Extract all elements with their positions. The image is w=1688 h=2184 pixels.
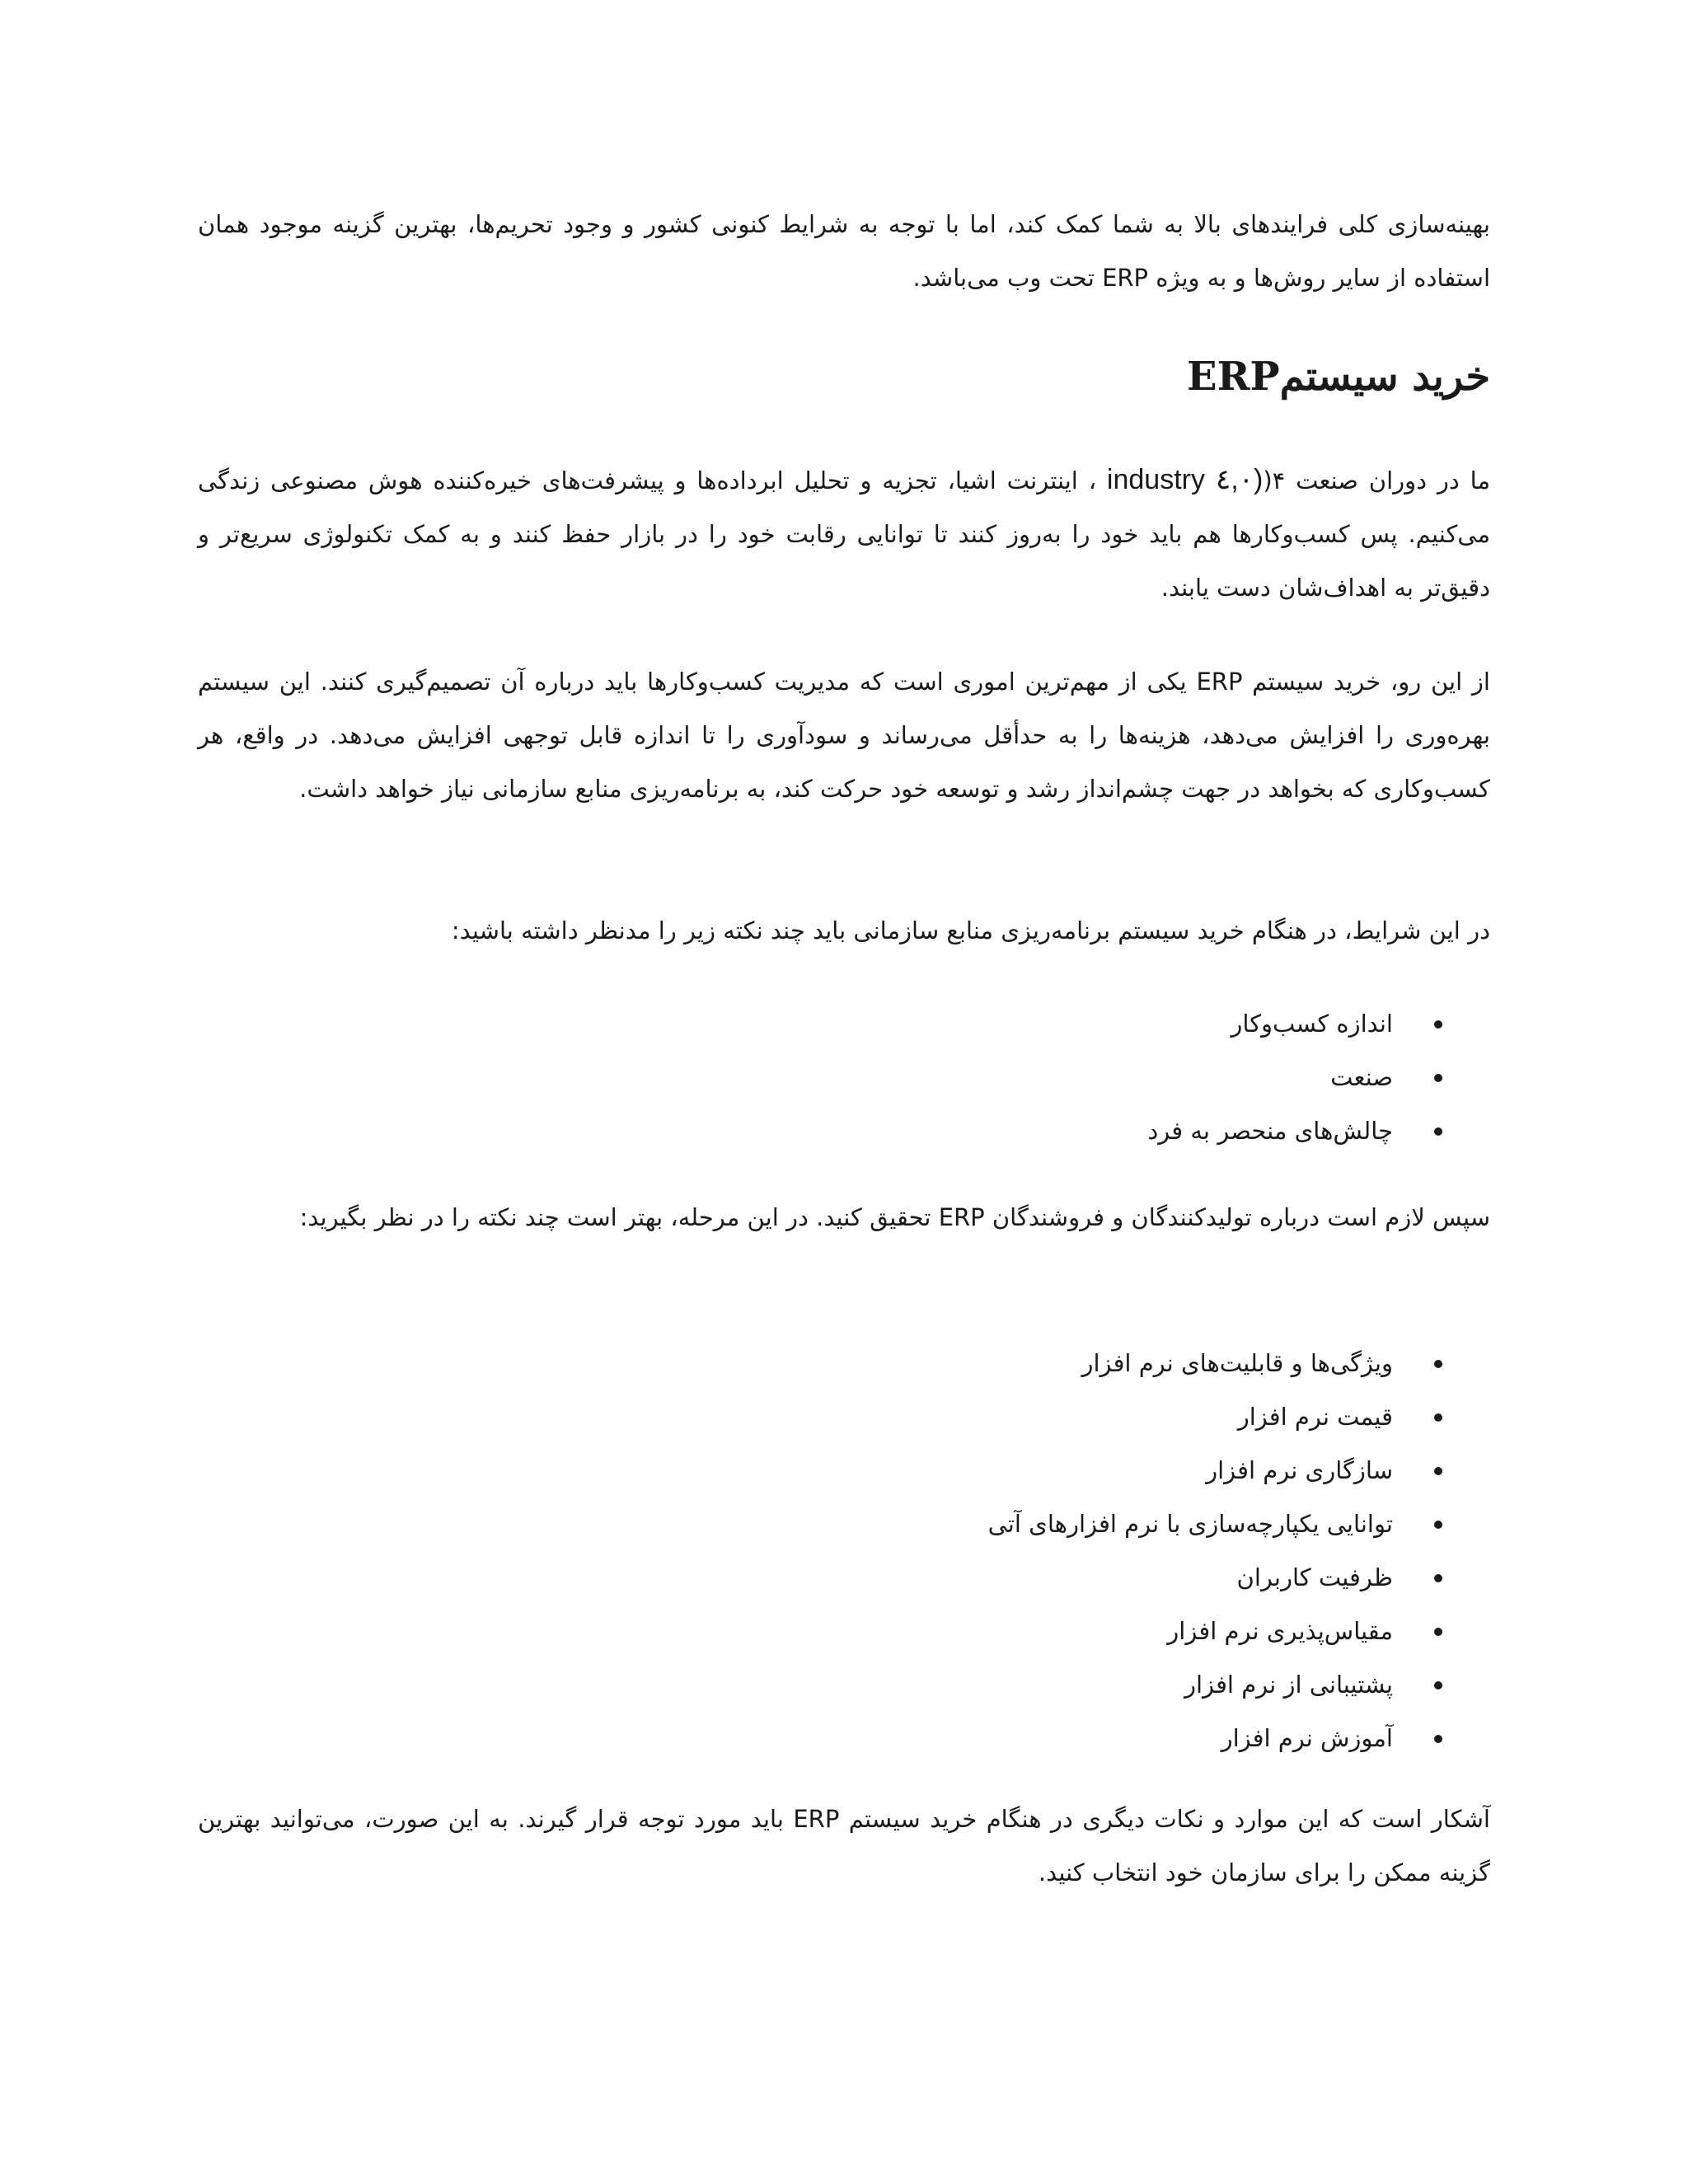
list-item: صنعت bbox=[198, 1051, 1490, 1104]
paragraph-conclusion: آشکار است که این موارد و نکات دیگری در هنگام خرید سیستم ERP باید مورد توجه قرار گیرند. به این صورت، می‌توانید بهترین گزینه ممکن را برای سازمان خود انتخاب کنید. bbox=[198, 1805, 1490, 1886]
paragraph-era-rest: ، اینترنت اشیا، تجزیه و تحلیل ابرداده‌ها و پیشرفت‌های خیره‌کننده هوش مصنوعی زندگی می‌کنیم. پس کسب‌وکارها هم باید خود را به‌روز کنند تا توانایی رقابت خود را در بازار حفظ کنند و به کمک تکنولوژی سریع‌تر و دقیق‌تر به اهداف‌شان دست یابند. bbox=[198, 466, 1490, 602]
bullet-icon bbox=[1434, 1413, 1442, 1422]
list-item: سازگاری نرم افزار bbox=[198, 1444, 1490, 1497]
bullet-icon bbox=[1434, 1074, 1442, 1082]
bullet-icon bbox=[1434, 1735, 1442, 1743]
list-item: قیمت نرم افزار bbox=[198, 1390, 1490, 1444]
list-item: آموزش نرم افزار bbox=[198, 1712, 1490, 1765]
list-item: پشتیبانی از نرم افزار bbox=[198, 1658, 1490, 1712]
bullet-icon bbox=[1434, 1360, 1442, 1368]
list-item: اندازه کسب‌وکار bbox=[198, 997, 1490, 1051]
bullet-icon bbox=[1434, 1467, 1442, 1475]
bullet-icon bbox=[1434, 1127, 1442, 1136]
paragraph-conditions: در این شرایط، در هنگام خرید سیستم برنامه‌ریزی منابع سازمانی باید چند نکته زیر را مدنظر داشته باشید: bbox=[451, 916, 1490, 944]
paragraph-era bbox=[198, 453, 1490, 615]
list-item: ظرفیت کاربران bbox=[198, 1551, 1490, 1605]
bullet-icon bbox=[1434, 1521, 1442, 1529]
section-heading: خرید سیستمERP bbox=[1187, 354, 1490, 400]
bullet-icon bbox=[1434, 1681, 1442, 1690]
bullet-icon bbox=[1434, 1574, 1442, 1582]
bullet-icon bbox=[1434, 1020, 1442, 1029]
paragraph-era-start: ما در دوران صنعت ۴( bbox=[1263, 466, 1491, 494]
paragraph-vendors: سپس لازم است درباره تولیدکنندگان و فروشندگان ERP تحقیق کنید. در این مرحله، بهتر است چند نکته را در نظر بگیرید: bbox=[299, 1203, 1490, 1231]
bullet-icon bbox=[1434, 1628, 1442, 1636]
list-item: توانایی یکپارچه‌سازی با نرم افزارهای آتی bbox=[198, 1497, 1490, 1551]
list-item: ویژگی‌ها و قابلیت‌های نرم افزار bbox=[198, 1337, 1490, 1390]
paragraph-erp-importance: از این رو، خرید سیستم ERP یکی از مهم‌ترین اموری است که مدیریت کسب‌وکارها باید درباره آن تصمیم‌گیری کنند. این سیستم بهره‌وری را افزایش می‌دهد، هزینه‌ها را به حدأقل می‌رساند و سودآوری را تا اندازه قابل توجهی افزایش می‌دهد. در واقع، هر کسب‌وکاری که بخواهد در جهت چشم‌انداز رشد و توسعه خود حرکت کند، به برنامه‌ریزی منابع سازمانی نیاز خواهد داشت. bbox=[198, 668, 1490, 803]
intro-paragraph: بهینه‌سازی کلی فرایندهای بالا به شما کمک کند، اما با توجه به شرایط کنونی کشور و وجود تحریم‌ها، بهترین گزینه موجود همان استفاده از سایر روش‌ها و به ویژه ERP تحت وب می‌باشد. bbox=[198, 210, 1490, 292]
list-item: مقیاس‌پذیری نرم افزار bbox=[198, 1605, 1490, 1658]
software-criteria-list bbox=[198, 1337, 1490, 1765]
business-factors-list bbox=[198, 997, 1490, 1158]
list-item: چالش‌های منحصر به فرد bbox=[198, 1104, 1490, 1158]
industry-term: industry ٤,٠) bbox=[1106, 464, 1264, 495]
